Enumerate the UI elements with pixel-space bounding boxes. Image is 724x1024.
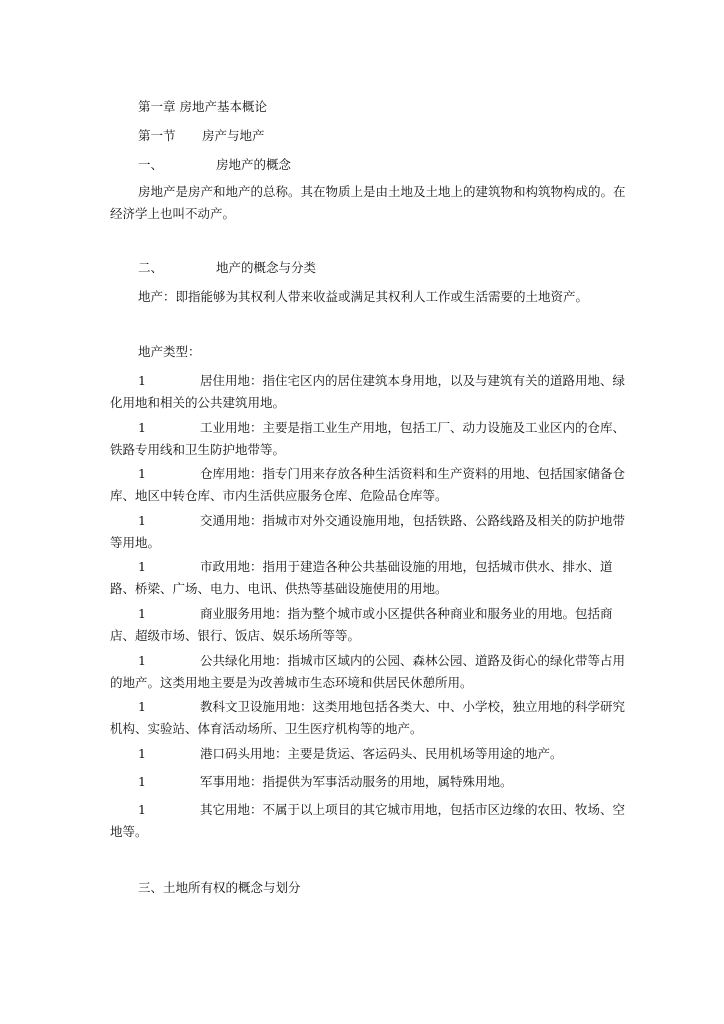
heading-2-number: 二、	[138, 260, 164, 275]
list-text: 交通用地：指城市对外交通设施用地，包括铁路、公路线路及相关的防护地带等用地。	[110, 513, 626, 550]
list-text: 市政用地：指用于建造各种公共基础设施的用地，包括城市供水、排水、道路、桥梁、广场、电力、电讯、供热等基础设施使用的用地。	[110, 559, 613, 596]
list-number: 1	[138, 699, 146, 714]
heading-2-title: 地产的概念与分类	[215, 260, 316, 275]
paragraph-real-estate: 房地产是房产和地产的总称。其在物质上是由土地及土地上的建筑物和构筑物构成的。在经济学上也叫不动产。	[110, 184, 626, 221]
section-title: 房产与地产	[201, 128, 265, 143]
list-text: 教科文卫设施用地：这类用地包括各类大、中、小学校，独立用地的科学研究机构、实验站、体育活动场所、卫生医疗机构等的地产。	[110, 699, 626, 736]
list-text: 居住用地：指住宅区内的居住建筑本身用地，以及与建筑有关的道路用地、绿化用地和相关的公共建筑用地。	[110, 373, 626, 410]
list-item	[110, 771, 628, 793]
list-number: 1	[138, 559, 146, 574]
list-text: 军事用地：指提供为军事活动服务的用地，属特殊用地。	[200, 774, 513, 789]
paragraph-land-definition: 地产：即指能够为其权利人带来收益或满足其权利人工作或生活需要的土地资产。	[138, 289, 589, 304]
list-text: 港口码头用地：主要是货运、客运码头、民用机场等用途的地产。	[200, 746, 563, 761]
heading-1-number: 一、	[138, 157, 164, 172]
list-text: 公共绿化用地：指城市区域内的公园、森林公园、道路及街心的绿化带等占用的地产。这类用地主要是为改善城市生态环境和供居民休憩所用。	[110, 653, 626, 690]
list-text: 其它用地：不属于以上项目的其它城市用地，包括市区边缘的农田、牧场、空地等。	[110, 802, 626, 839]
list-number: 1	[138, 513, 146, 528]
list-item	[110, 799, 628, 843]
list-item	[110, 463, 628, 507]
section-heading	[138, 125, 265, 147]
heading-2	[138, 257, 316, 279]
list-number: 1	[138, 746, 146, 761]
list-item	[110, 696, 628, 740]
list-item	[110, 603, 628, 647]
list-text: 工业用地：主要是指工业生产用地，包括工厂、动力设施及工业区内的仓库、铁路专用线和卫生防护地带等。	[110, 420, 626, 457]
list-item	[110, 370, 628, 414]
land-types-label: 地产类型：	[138, 344, 201, 359]
section-label: 第一节	[138, 128, 176, 143]
list-number: 1	[138, 802, 146, 817]
list-number: 1	[138, 373, 146, 388]
list-number: 1	[138, 606, 146, 621]
list-item	[110, 743, 628, 765]
heading-1-title: 房地产的概念	[215, 157, 291, 172]
list-text: 商业服务用地：指为整个城市或小区提供各种商业和服务业的用地。包括商店、超级市场、银行、饭店、娱乐场所等等。	[110, 606, 613, 643]
chapter-title: 第一章 房地产基本概论	[138, 99, 267, 114]
list-number: 1	[138, 466, 146, 481]
list-item	[110, 417, 628, 461]
list-item	[110, 510, 628, 554]
heading-3: 三、土地所有权的概念与划分	[138, 880, 301, 895]
list-number: 1	[138, 774, 146, 789]
list-item	[110, 556, 628, 600]
list-item	[110, 650, 628, 694]
heading-1	[138, 154, 291, 176]
list-number: 1	[138, 653, 146, 668]
list-text: 仓库用地：指专门用来存放各种生活资料和生产资料的用地、包括国家储备仓库、地区中转仓库、市内生活供应服务仓库、危险品仓库等。	[110, 466, 626, 503]
list-number: 1	[138, 420, 146, 435]
